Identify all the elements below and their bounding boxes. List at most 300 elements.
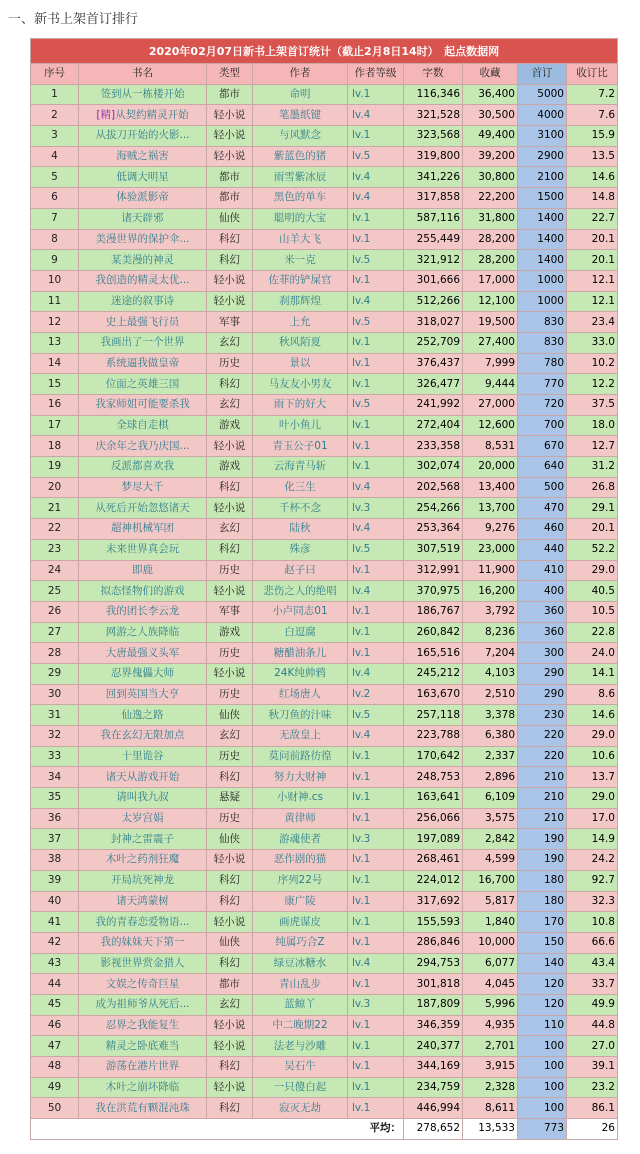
order-ratio: 24.0 bbox=[567, 643, 618, 664]
col-level-header: 作者等级 bbox=[348, 64, 404, 85]
order-ratio: 39.1 bbox=[567, 1057, 618, 1078]
collect-count: 28,200 bbox=[463, 250, 518, 271]
author-level: lv.1 bbox=[348, 891, 404, 912]
author-level: lv.4 bbox=[348, 519, 404, 540]
table-row bbox=[31, 953, 618, 974]
word-count: 286,846 bbox=[404, 932, 463, 953]
table-row bbox=[31, 767, 618, 788]
author-name: 吴石牛 bbox=[253, 1057, 348, 1078]
book-type: 玄幻 bbox=[207, 994, 253, 1015]
word-count: 223,788 bbox=[404, 726, 463, 747]
book-type: 悬疑 bbox=[207, 788, 253, 809]
collect-count: 2,896 bbox=[463, 767, 518, 788]
first-order-count: 100 bbox=[518, 1077, 567, 1098]
collect-count: 7,204 bbox=[463, 643, 518, 664]
author-level: lv.1 bbox=[348, 808, 404, 829]
order-ratio: 29.0 bbox=[567, 788, 618, 809]
first-order-count: 3100 bbox=[518, 126, 567, 147]
row-index: 25 bbox=[31, 581, 79, 602]
col-index-header: 序号 bbox=[31, 64, 79, 85]
collect-count: 39,200 bbox=[463, 146, 518, 167]
first-order-count: 100 bbox=[518, 1057, 567, 1078]
word-count: 294,753 bbox=[404, 953, 463, 974]
author-level: lv.1 bbox=[348, 560, 404, 581]
average-label: 平均： bbox=[31, 1119, 404, 1140]
book-type: 玄幻 bbox=[207, 519, 253, 540]
row-index: 22 bbox=[31, 519, 79, 540]
row-index: 11 bbox=[31, 291, 79, 312]
order-ratio: 23.2 bbox=[567, 1077, 618, 1098]
order-ratio: 43.4 bbox=[567, 953, 618, 974]
order-ratio: 33.7 bbox=[567, 974, 618, 995]
table-row bbox=[31, 829, 618, 850]
book-type: 历史 bbox=[207, 746, 253, 767]
author-name: 小卢同志01 bbox=[253, 601, 348, 622]
word-count: 512,266 bbox=[404, 291, 463, 312]
word-count: 256,066 bbox=[404, 808, 463, 829]
row-index: 2 bbox=[31, 105, 79, 126]
book-type: 仙侠 bbox=[207, 208, 253, 229]
book-title: 网游之人族降临 bbox=[79, 622, 207, 643]
author-name: 马友友小男友 bbox=[253, 374, 348, 395]
book-type: 玄幻 bbox=[207, 395, 253, 416]
collect-count: 3,915 bbox=[463, 1057, 518, 1078]
word-count: 302,074 bbox=[404, 457, 463, 478]
book-type: 轻小说 bbox=[207, 1015, 253, 1036]
word-count: 312,991 bbox=[404, 560, 463, 581]
book-type: 历史 bbox=[207, 560, 253, 581]
book-type: 都市 bbox=[207, 167, 253, 188]
book-type: 历史 bbox=[207, 808, 253, 829]
author-level: lv.1 bbox=[348, 1015, 404, 1036]
author-level: lv.1 bbox=[348, 229, 404, 250]
word-count: 257,118 bbox=[404, 705, 463, 726]
collect-count: 3,575 bbox=[463, 808, 518, 829]
row-index: 4 bbox=[31, 146, 79, 167]
author-level: lv.1 bbox=[348, 1057, 404, 1078]
author-level: lv.4 bbox=[348, 105, 404, 126]
book-type: 仙侠 bbox=[207, 829, 253, 850]
order-ratio: 31.2 bbox=[567, 457, 618, 478]
author-level: lv.4 bbox=[348, 953, 404, 974]
author-level: lv.1 bbox=[348, 643, 404, 664]
order-ratio: 20.1 bbox=[567, 519, 618, 540]
first-order-count: 1500 bbox=[518, 188, 567, 209]
book-type: 玄幻 bbox=[207, 726, 253, 747]
word-count: 241,992 bbox=[404, 395, 463, 416]
order-ratio: 22.8 bbox=[567, 622, 618, 643]
table-row bbox=[31, 457, 618, 478]
word-count: 187,809 bbox=[404, 994, 463, 1015]
author-level: lv.1 bbox=[348, 622, 404, 643]
author-level: lv.4 bbox=[348, 581, 404, 602]
table-row bbox=[31, 705, 618, 726]
first-order-count: 1400 bbox=[518, 229, 567, 250]
ranking-table-container bbox=[30, 38, 617, 1140]
word-count: 323,568 bbox=[404, 126, 463, 147]
author-level: lv.1 bbox=[348, 270, 404, 291]
author-name: 一只傻白起 bbox=[253, 1077, 348, 1098]
book-title: 美漫世界的保护伞... bbox=[79, 229, 207, 250]
first-order-count: 1400 bbox=[518, 208, 567, 229]
first-order-count: 290 bbox=[518, 684, 567, 705]
table-row bbox=[31, 1098, 618, 1119]
book-type: 轻小说 bbox=[207, 436, 253, 457]
table-row bbox=[31, 622, 618, 643]
collect-count: 5,996 bbox=[463, 994, 518, 1015]
collect-count: 1,840 bbox=[463, 912, 518, 933]
order-ratio: 29.1 bbox=[567, 498, 618, 519]
table-title: 2020年02月07日新书上架首订统计（截止2月8日14时） 起点数据网 bbox=[31, 39, 618, 64]
row-index: 46 bbox=[31, 1015, 79, 1036]
author-level: lv.1 bbox=[348, 870, 404, 891]
book-type: 科幻 bbox=[207, 229, 253, 250]
row-index: 50 bbox=[31, 1098, 79, 1119]
book-title: 大唐最强义头军 bbox=[79, 643, 207, 664]
first-order-count: 210 bbox=[518, 788, 567, 809]
row-index: 33 bbox=[31, 746, 79, 767]
author-level: lv.1 bbox=[348, 126, 404, 147]
row-index: 40 bbox=[31, 891, 79, 912]
first-order-count: 4000 bbox=[518, 105, 567, 126]
word-count: 248,753 bbox=[404, 767, 463, 788]
collect-count: 4,045 bbox=[463, 974, 518, 995]
table-row bbox=[31, 291, 618, 312]
book-title: 木叶之崩坏降临 bbox=[79, 1077, 207, 1098]
word-count: 234,759 bbox=[404, 1077, 463, 1098]
first-order-count: 410 bbox=[518, 560, 567, 581]
first-order-count: 300 bbox=[518, 643, 567, 664]
book-title: 我在洪荒有颗混沌珠 bbox=[79, 1098, 207, 1119]
collect-count: 3,378 bbox=[463, 705, 518, 726]
book-title: 精灵之卧底难当 bbox=[79, 1036, 207, 1057]
collect-count: 9,276 bbox=[463, 519, 518, 540]
author-level: lv.3 bbox=[348, 498, 404, 519]
collect-count: 11,900 bbox=[463, 560, 518, 581]
author-name: 悲伤之人的绝唱 bbox=[253, 581, 348, 602]
collect-count: 13,400 bbox=[463, 477, 518, 498]
table-row bbox=[31, 167, 618, 188]
author-level: lv.3 bbox=[348, 829, 404, 850]
order-ratio: 92.7 bbox=[567, 870, 618, 891]
order-ratio: 20.1 bbox=[567, 250, 618, 271]
table-row bbox=[31, 312, 618, 333]
row-index: 42 bbox=[31, 932, 79, 953]
word-count: 268,461 bbox=[404, 850, 463, 871]
order-ratio: 26.8 bbox=[567, 477, 618, 498]
book-type: 轻小说 bbox=[207, 270, 253, 291]
collect-count: 4,599 bbox=[463, 850, 518, 871]
author-level: lv.5 bbox=[348, 250, 404, 271]
book-type: 都市 bbox=[207, 84, 253, 105]
book-type: 科幻 bbox=[207, 250, 253, 271]
book-title: 低调大明星 bbox=[79, 167, 207, 188]
first-order-count: 500 bbox=[518, 477, 567, 498]
collect-count: 7,999 bbox=[463, 353, 518, 374]
row-index: 12 bbox=[31, 312, 79, 333]
collect-count: 17,000 bbox=[463, 270, 518, 291]
word-count: 253,364 bbox=[404, 519, 463, 540]
first-order-count: 190 bbox=[518, 850, 567, 871]
book-type: 历史 bbox=[207, 684, 253, 705]
collect-count: 2,337 bbox=[463, 746, 518, 767]
first-order-count: 5000 bbox=[518, 84, 567, 105]
collect-count: 10,000 bbox=[463, 932, 518, 953]
row-index: 6 bbox=[31, 188, 79, 209]
author-level: lv.1 bbox=[348, 84, 404, 105]
book-title: 诸天辟邪 bbox=[79, 208, 207, 229]
book-type: 科幻 bbox=[207, 870, 253, 891]
word-count: 197,089 bbox=[404, 829, 463, 850]
row-index: 17 bbox=[31, 415, 79, 436]
row-index: 13 bbox=[31, 332, 79, 353]
collect-count: 36,400 bbox=[463, 84, 518, 105]
author-level: lv.4 bbox=[348, 663, 404, 684]
first-order-count: 220 bbox=[518, 726, 567, 747]
row-index: 23 bbox=[31, 539, 79, 560]
order-ratio: 14.6 bbox=[567, 705, 618, 726]
first-order-count: 360 bbox=[518, 622, 567, 643]
row-index: 15 bbox=[31, 374, 79, 395]
row-index: 24 bbox=[31, 560, 79, 581]
row-index: 18 bbox=[31, 436, 79, 457]
book-title: 我画出了一个世界 bbox=[79, 332, 207, 353]
author-level: lv.1 bbox=[348, 601, 404, 622]
book-title: 全球自走棋 bbox=[79, 415, 207, 436]
order-ratio: 12.1 bbox=[567, 270, 618, 291]
order-ratio: 14.9 bbox=[567, 829, 618, 850]
order-ratio: 24.2 bbox=[567, 850, 618, 871]
table-row bbox=[31, 560, 618, 581]
table-row bbox=[31, 850, 618, 871]
table-row bbox=[31, 994, 618, 1015]
book-type: 轻小说 bbox=[207, 850, 253, 871]
collect-count: 16,700 bbox=[463, 870, 518, 891]
author-name: 小财神.cs bbox=[253, 788, 348, 809]
author-name: 寂灭无劫 bbox=[253, 1098, 348, 1119]
word-count: 370,975 bbox=[404, 581, 463, 602]
book-type: 游戏 bbox=[207, 415, 253, 436]
book-type: 历史 bbox=[207, 353, 253, 374]
collect-count: 16,200 bbox=[463, 581, 518, 602]
author-level: lv.1 bbox=[348, 436, 404, 457]
author-level: lv.2 bbox=[348, 684, 404, 705]
order-ratio: 23.4 bbox=[567, 312, 618, 333]
author-name: 序列22号 bbox=[253, 870, 348, 891]
author-name: 画虎谋皮 bbox=[253, 912, 348, 933]
book-type: 军事 bbox=[207, 601, 253, 622]
book-type: 历史 bbox=[207, 643, 253, 664]
table-row bbox=[31, 891, 618, 912]
author-level: lv.1 bbox=[348, 457, 404, 478]
author-level: lv.4 bbox=[348, 291, 404, 312]
book-type: 科幻 bbox=[207, 953, 253, 974]
row-index: 3 bbox=[31, 126, 79, 147]
book-title: 签到从一栋楼开始 bbox=[79, 84, 207, 105]
author-level: lv.4 bbox=[348, 188, 404, 209]
author-name: 糖醋油条儿 bbox=[253, 643, 348, 664]
author-name: 佐菲的铲屎官 bbox=[253, 270, 348, 291]
author-name: 努力大财神 bbox=[253, 767, 348, 788]
word-count: 202,568 bbox=[404, 477, 463, 498]
book-type: 都市 bbox=[207, 974, 253, 995]
collect-count: 9,444 bbox=[463, 374, 518, 395]
first-order-count: 230 bbox=[518, 705, 567, 726]
order-ratio: 10.2 bbox=[567, 353, 618, 374]
word-count: 321,912 bbox=[404, 250, 463, 271]
table-row bbox=[31, 808, 618, 829]
table-row bbox=[31, 643, 618, 664]
book-type: 轻小说 bbox=[207, 146, 253, 167]
word-count: 307,519 bbox=[404, 539, 463, 560]
book-title: 忍界傀儡大师 bbox=[79, 663, 207, 684]
author-level: lv.4 bbox=[348, 477, 404, 498]
row-index: 10 bbox=[31, 270, 79, 291]
author-level: lv.1 bbox=[348, 974, 404, 995]
first-order-count: 210 bbox=[518, 808, 567, 829]
collect-count: 5,817 bbox=[463, 891, 518, 912]
author-name: 笔墨纸键 bbox=[253, 105, 348, 126]
row-index: 47 bbox=[31, 1036, 79, 1057]
first-order-count: 110 bbox=[518, 1015, 567, 1036]
book-title: 影视世界赏金猎人 bbox=[79, 953, 207, 974]
author-level: lv.1 bbox=[348, 767, 404, 788]
first-order-count: 1000 bbox=[518, 291, 567, 312]
row-index: 32 bbox=[31, 726, 79, 747]
table-row bbox=[31, 229, 618, 250]
first-order-count: 770 bbox=[518, 374, 567, 395]
book-type: 轻小说 bbox=[207, 1077, 253, 1098]
average-row bbox=[31, 1119, 618, 1140]
book-type: 玄幻 bbox=[207, 332, 253, 353]
author-level: lv.5 bbox=[348, 539, 404, 560]
author-name: 山羊大飞 bbox=[253, 229, 348, 250]
author-level: lv.1 bbox=[348, 850, 404, 871]
order-ratio: 14.8 bbox=[567, 188, 618, 209]
book-title: 我创造的精灵太优... bbox=[79, 270, 207, 291]
first-order-count: 400 bbox=[518, 581, 567, 602]
book-type: 科幻 bbox=[207, 539, 253, 560]
collect-count: 2,701 bbox=[463, 1036, 518, 1057]
row-index: 38 bbox=[31, 850, 79, 871]
author-name: 纯属巧合Z bbox=[253, 932, 348, 953]
word-count: 317,692 bbox=[404, 891, 463, 912]
row-index: 27 bbox=[31, 622, 79, 643]
table-row bbox=[31, 581, 618, 602]
book-title: 诸天鸿蒙树 bbox=[79, 891, 207, 912]
author-name: 秋风陌夏 bbox=[253, 332, 348, 353]
book-title: 我的青春恋爱物语... bbox=[79, 912, 207, 933]
collect-count: 6,380 bbox=[463, 726, 518, 747]
collect-count: 13,700 bbox=[463, 498, 518, 519]
book-type: 科幻 bbox=[207, 1098, 253, 1119]
book-title: 从拔刀开始的火影... bbox=[79, 126, 207, 147]
row-index: 14 bbox=[31, 353, 79, 374]
row-index: 31 bbox=[31, 705, 79, 726]
collect-count: 23,000 bbox=[463, 539, 518, 560]
order-ratio: 49.9 bbox=[567, 994, 618, 1015]
collect-count: 4,935 bbox=[463, 1015, 518, 1036]
book-title: 拟态怪物们的游戏 bbox=[79, 581, 207, 602]
book-title: 开局坑死神龙 bbox=[79, 870, 207, 891]
author-name: 命明 bbox=[253, 84, 348, 105]
author-level: lv.1 bbox=[348, 788, 404, 809]
book-title: 我在玄幻无限加点 bbox=[79, 726, 207, 747]
row-index: 1 bbox=[31, 84, 79, 105]
collect-count: 2,328 bbox=[463, 1077, 518, 1098]
author-name: 黑色的单车 bbox=[253, 188, 348, 209]
table-row bbox=[31, 746, 618, 767]
word-count: 326,477 bbox=[404, 374, 463, 395]
author-name: 绿豆冰糖水 bbox=[253, 953, 348, 974]
word-count: 252,709 bbox=[404, 332, 463, 353]
word-count: 165,516 bbox=[404, 643, 463, 664]
table-row bbox=[31, 912, 618, 933]
table-row bbox=[31, 395, 618, 416]
author-level: lv.5 bbox=[348, 395, 404, 416]
author-name: 紫蓝色的猪 bbox=[253, 146, 348, 167]
author-name: 中二晚期22 bbox=[253, 1015, 348, 1036]
table-row bbox=[31, 539, 618, 560]
table-row bbox=[31, 870, 618, 891]
collect-count: 6,077 bbox=[463, 953, 518, 974]
book-type: 都市 bbox=[207, 188, 253, 209]
row-index: 39 bbox=[31, 870, 79, 891]
order-ratio: 15.9 bbox=[567, 126, 618, 147]
book-title: 我家师姐可能要杀我 bbox=[79, 395, 207, 416]
order-ratio: 8.6 bbox=[567, 684, 618, 705]
book-title: 文娱之传奇巨星 bbox=[79, 974, 207, 995]
table-row bbox=[31, 974, 618, 995]
author-name: 青山乱步 bbox=[253, 974, 348, 995]
table-row bbox=[31, 415, 618, 436]
word-count: 341,226 bbox=[404, 167, 463, 188]
book-title: 即鹿 bbox=[79, 560, 207, 581]
table-row bbox=[31, 1036, 618, 1057]
collect-count: 12,600 bbox=[463, 415, 518, 436]
order-ratio: 66.6 bbox=[567, 932, 618, 953]
first-order-count: 180 bbox=[518, 870, 567, 891]
word-count: 163,670 bbox=[404, 684, 463, 705]
order-ratio: 86.1 bbox=[567, 1098, 618, 1119]
author-name: 24K纯帅鸦 bbox=[253, 663, 348, 684]
author-level: lv.1 bbox=[348, 1077, 404, 1098]
first-order-count: 460 bbox=[518, 519, 567, 540]
row-index: 29 bbox=[31, 663, 79, 684]
table-row bbox=[31, 477, 618, 498]
book-title: 超神机械军团 bbox=[79, 519, 207, 540]
word-count: 116,346 bbox=[404, 84, 463, 105]
table-row bbox=[31, 788, 618, 809]
average-first-order: 773 bbox=[518, 1119, 567, 1140]
book-title: 木叶之药剂狂魔 bbox=[79, 850, 207, 871]
book-title: 我的团长李云龙 bbox=[79, 601, 207, 622]
author-level: lv.1 bbox=[348, 746, 404, 767]
row-index: 5 bbox=[31, 167, 79, 188]
author-name: 聪明的大宝 bbox=[253, 208, 348, 229]
collect-count: 2,510 bbox=[463, 684, 518, 705]
first-order-count: 640 bbox=[518, 457, 567, 478]
average-ratio: 26 bbox=[567, 1119, 618, 1140]
order-ratio: 27.0 bbox=[567, 1036, 618, 1057]
first-order-count: 830 bbox=[518, 332, 567, 353]
word-count: 255,449 bbox=[404, 229, 463, 250]
book-title: 史上最强飞行员 bbox=[79, 312, 207, 333]
word-count: 344,169 bbox=[404, 1057, 463, 1078]
row-index: 43 bbox=[31, 953, 79, 974]
author-level: lv.1 bbox=[348, 1098, 404, 1119]
table-row bbox=[31, 726, 618, 747]
